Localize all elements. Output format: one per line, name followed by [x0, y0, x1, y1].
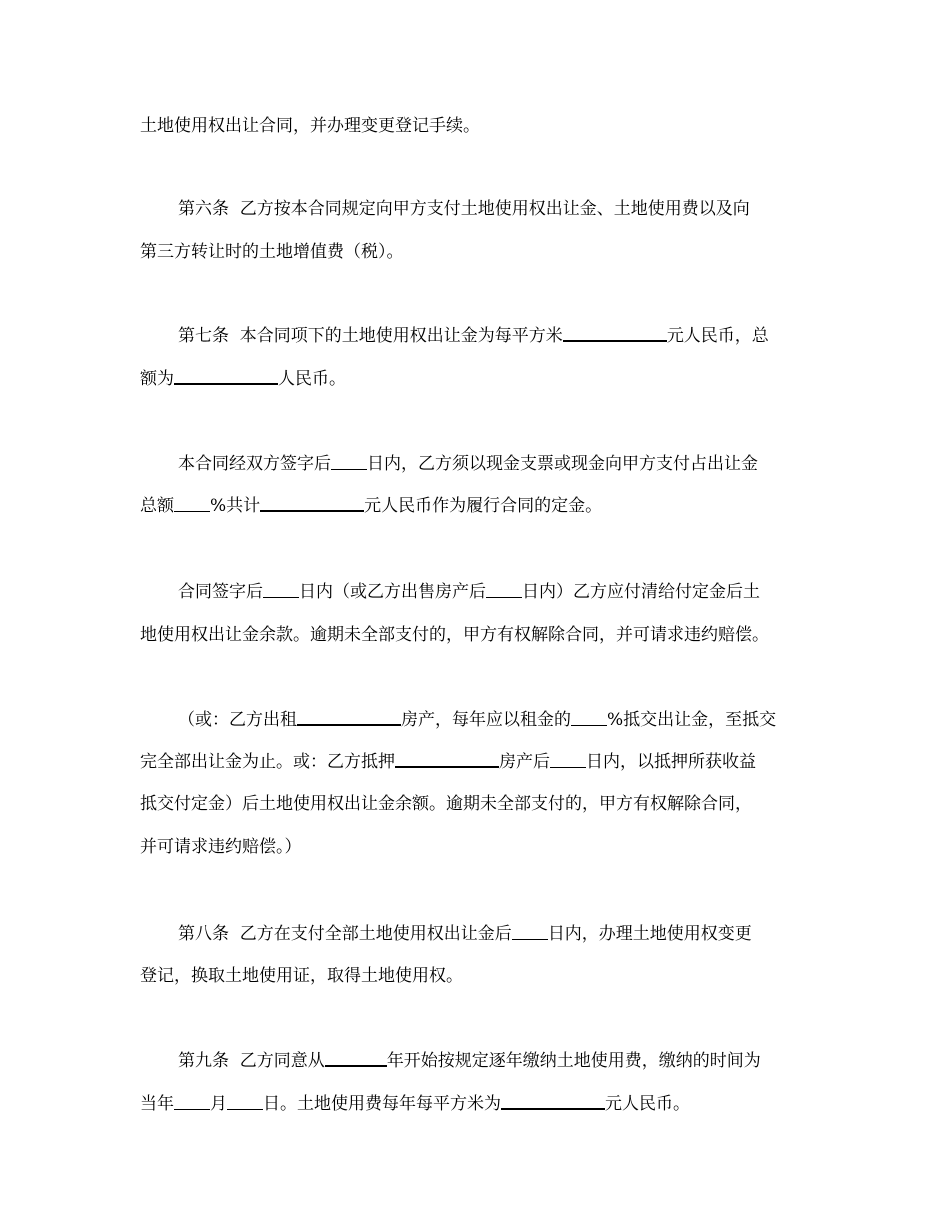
- days-blank: [486, 582, 522, 598]
- price-per-sqm-blank: [563, 325, 667, 342]
- intro-line: 土地使用权出让合同，并办理变更登记手续。: [140, 116, 480, 136]
- mortgage-property-blank: [395, 751, 499, 768]
- days-blank: [550, 752, 586, 768]
- article-7-line-1: 第七条 本合同项下的土地使用权出让金为每平方米 元人民币，总: [178, 326, 769, 346]
- fee-per-sqm-blank: [501, 1093, 605, 1110]
- days-blank: [263, 582, 299, 598]
- article-8-line-2: 登记，换取土地使用证，取得土地使用权。: [140, 966, 463, 986]
- days-blank: [512, 924, 548, 940]
- article-6-line-2: 第三方转让时的土地增值费（税）。: [140, 242, 404, 262]
- percent-blank: [174, 496, 210, 512]
- month-blank: [174, 1094, 210, 1110]
- article-8-line-1: 第八条 乙方在支付全部土地使用权出让金后 日内，办理土地使用权变更: [178, 924, 752, 944]
- deposit-line-2: 总额 %共计 元人民币作为履行合同的定金。: [140, 496, 603, 516]
- balance-line-1: 合同签字后 日内（或乙方出售房产后 日内）乙方应付清给付定金后土: [178, 582, 760, 602]
- article-6-line-1: 第六条 乙方按本合同规定向甲方支付土地使用权出让金、土地使用费以及向: [178, 199, 750, 219]
- article-9-line-2: 当年 月 日。土地使用费每年每平方米为 元人民币。: [140, 1094, 690, 1114]
- percent-blank: [571, 710, 607, 726]
- alternative-line-2: 完全部出让金为止。或：乙方抵押 房产后 日内，以抵押所获收益: [140, 752, 756, 772]
- alternative-line-1: （或：乙方出租 房产，每年应以租金的 %抵交出让金，至抵交: [178, 710, 777, 730]
- rental-property-blank: [297, 709, 401, 726]
- article-9-line-1: 第九条 乙方同意从 年开始按规定逐年缴纳土地使用费，缴纳的时间为: [178, 1051, 761, 1071]
- deposit-amount-blank: [260, 495, 364, 512]
- total-amount-blank: [174, 368, 278, 385]
- year-blank: [325, 1050, 387, 1067]
- day-blank: [227, 1094, 263, 1110]
- balance-line-2: 地使用权出让金余款。逾期未全部支付的，甲方有权解除合同，并可请求违约赔偿。: [140, 625, 769, 645]
- alternative-line-3: 抵交付定金）后土地使用权出让金余额。逾期未全部支付的，甲方有权解除合同，: [140, 794, 752, 814]
- alternative-line-4: 并可请求违约赔偿。）: [140, 837, 302, 857]
- article-7-line-2: 额为 人民币。: [140, 369, 346, 389]
- days-blank: [331, 454, 367, 470]
- deposit-line-1: 本合同经双方签字后 日内，乙方须以现金支票或现金向甲方支付占出让金: [178, 454, 758, 474]
